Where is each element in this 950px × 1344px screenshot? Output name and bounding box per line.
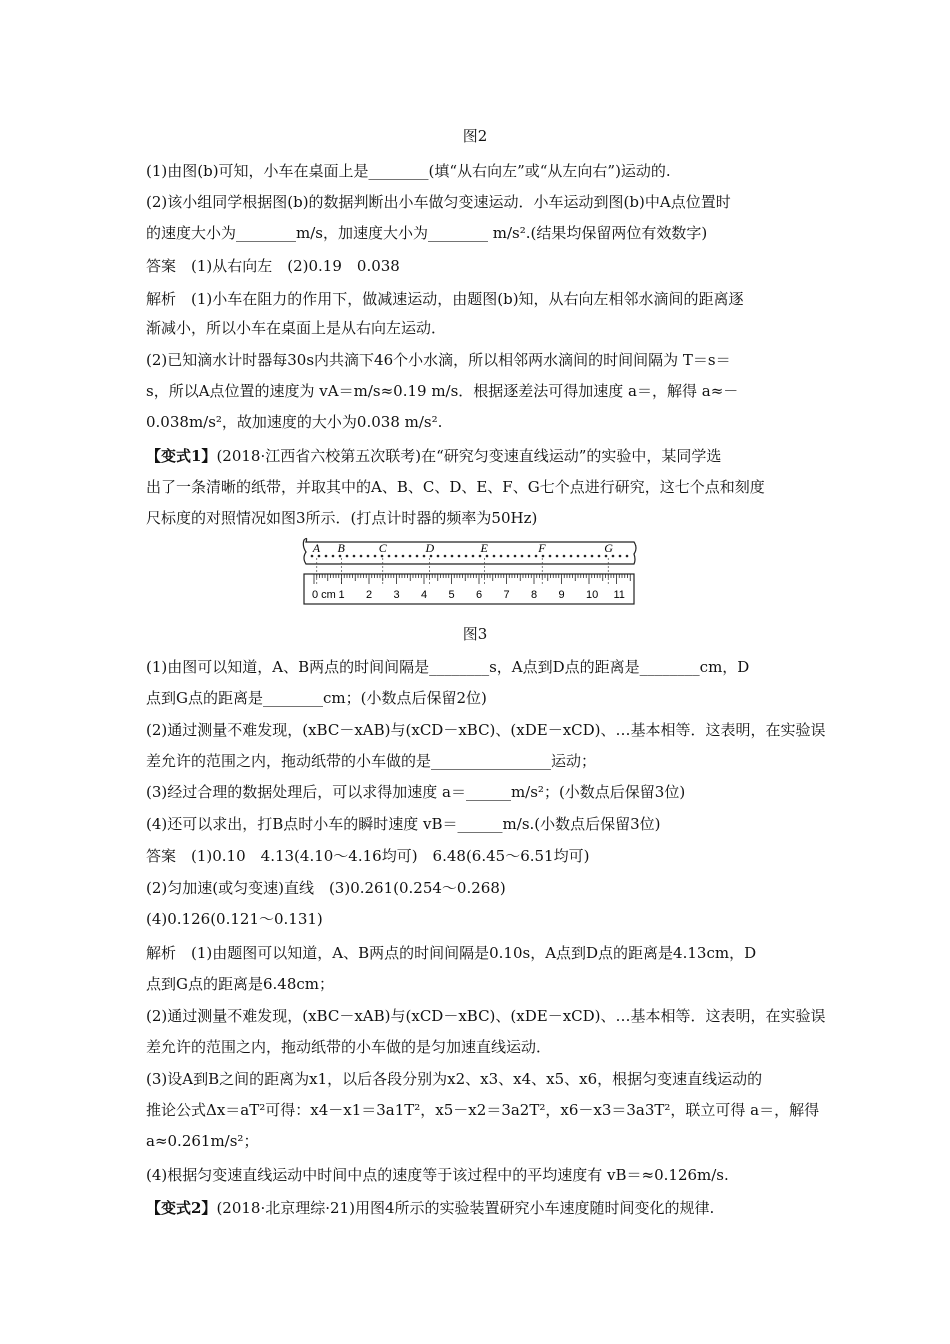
ruler-label: 4	[421, 589, 428, 601]
tape-dot	[563, 555, 566, 558]
variant-1-question-1-line-2: 点到G点的距离是________cm；(小数点后保留2位)	[146, 689, 487, 707]
solution-1-line-5: 0.038m/s²，故加速度的大小为0.038 m/s².	[146, 413, 443, 431]
tape-dot	[556, 555, 559, 558]
tape-dot	[528, 555, 531, 558]
tape-dot	[591, 555, 594, 558]
tape-dot	[409, 555, 412, 558]
tape-dot	[430, 555, 433, 558]
tape-dot	[521, 555, 524, 558]
ruler-label: 7	[503, 589, 510, 601]
solution-2-line-2: 点到G点的距离是6.48cm；	[146, 975, 335, 993]
tape-dot	[542, 555, 545, 558]
tape-dot	[360, 555, 363, 558]
tape-dot	[353, 555, 356, 558]
tape-dot	[472, 555, 475, 558]
variant-1-line-2: 出了一条清晰的纸带，并取其中的A、B、C、D、E、F、G七个点进行研究，这七个点和刻度	[146, 478, 765, 496]
figure-2-caption: 图2	[462, 127, 488, 145]
solution-2-line-1: 解析 (1)由题图可以知道，A、B两点的时间间隔是0.10s，A点到D点的距离是4.13cm，D	[146, 944, 757, 962]
tape-dot	[451, 555, 454, 558]
variant-1-question-2-line-2: 差允许的范围之内，拖动纸带的小车做的是________________运动；	[146, 752, 597, 770]
tape-point-label: B	[337, 541, 345, 555]
tape-dot	[549, 555, 552, 558]
tape-dot	[367, 555, 370, 558]
tape-dot	[535, 555, 538, 558]
solution-2-line-6: 推论公式Δx＝aT²可得：x4－x1＝3a1T²，x5－x2＝3a2T²，x6－x3＝3a3T²，联立可得 a＝，解得	[146, 1101, 820, 1119]
tape-dot	[626, 555, 629, 558]
question-2-line-1: (2)该小组同学根据图(b)的数据判断出小车做匀变速运动．小车运动到图(b)中A点位置时	[146, 193, 731, 211]
tape-point-label: G	[604, 541, 613, 555]
tape-dot	[374, 555, 377, 558]
answer-2-line-3: (4)0.126(0.121～0.131)	[146, 910, 323, 928]
solution-2-line-5: (3)设A到B之间的距离为x1，以后各段分别为x2、x3、x4、x5、x6，根据匀变速直线运动的	[146, 1070, 763, 1088]
tape-dot	[486, 555, 489, 558]
tape-dot	[444, 555, 447, 558]
variant-1-line-3: 尺标度的对照情况如图3所示．(打点计时器的频率为50Hz)	[146, 509, 538, 527]
variant-2-line-1: (2018·北京理综·21)用图4所示的实验装置研究小车速度随时间变化的规律.	[216, 1199, 715, 1217]
tape-dot	[346, 555, 349, 558]
ruler-label: 6	[476, 589, 483, 601]
tape-point-label: A	[312, 541, 321, 555]
variant-1-question-1-line-1: (1)由图可以知道，A、B两点的时间间隔是________s，A点到D点的距离是________cm，D	[146, 658, 750, 676]
solution-2-line-8: (4)根据匀变速直线运动中时间中点的速度等于该过程中的平均速度有 vB＝≈0.126m/s.	[146, 1166, 729, 1184]
solution-1-line-3: (2)已知滴水计时器每30s内共滴下46个小水滴，所以相邻两水滴间的时间间隔为 T＝s＝	[146, 351, 731, 369]
variant-1-question-4: (4)还可以求出，打B点时小车的瞬时速度 vB＝______m/s.(小数点后保留3位)	[146, 815, 661, 833]
ruler-label: 9	[558, 589, 565, 601]
ruler-label: 5	[448, 589, 455, 601]
tape-dot	[507, 555, 510, 558]
solution-1-line-4: s，所以A点位置的速度为 vA＝m/s≈0.19 m/s．根据逐差法可得加速度 a＝，解得 a≈－	[146, 382, 739, 400]
solution-2-line-3: (2)通过测量不难发现，(xBC－xAB)与(xCD－xBC)、(xDE－xCD)、…基本相等．这表明，在实验误	[146, 1007, 826, 1025]
tape-dot	[465, 555, 468, 558]
tape-dot	[584, 555, 587, 558]
tape-dot	[500, 555, 503, 558]
variant-1-tag: 【变式1】	[146, 447, 217, 465]
tape-dot	[619, 555, 622, 558]
tape-dot	[437, 555, 440, 558]
tape-dot	[514, 555, 517, 558]
tape-dot	[339, 555, 342, 558]
answer-2-line-1: 答案 (1)0.10 4.13(4.10～4.16均可) 6.48(6.45～6.51均可)	[146, 847, 590, 865]
tape-dot	[577, 555, 580, 558]
tape-dot	[318, 555, 321, 558]
ruler-label: 1	[338, 589, 345, 601]
tape-dot	[458, 555, 461, 558]
tape-point-label: C	[378, 541, 387, 555]
tape-dot	[388, 555, 391, 558]
tape-dot	[493, 555, 496, 558]
tape-dot	[311, 555, 314, 558]
solution-2-line-7: a≈0.261m/s²；	[146, 1132, 259, 1150]
tape-dot	[332, 555, 335, 558]
solution-1-line-1: 解析 (1)小车在阻力的作用下，做减速运动，由题图(b)知，从右向左相邻水滴间的距离逐	[146, 290, 744, 308]
tape-point-label: E	[480, 541, 488, 555]
ruler-label: 3	[393, 589, 400, 601]
ruler-label: 2	[366, 589, 373, 601]
variant-1-line-1: (2018·江西省六校第五次联考)在“研究匀变速直线运动”的实验中，某同学选	[216, 447, 722, 465]
tape-dot	[479, 555, 482, 558]
paper-tape-ruler-figure	[300, 532, 640, 612]
tape-dot	[402, 555, 405, 558]
tape-dot	[605, 555, 608, 558]
tape-dot	[598, 555, 601, 558]
figure-3-caption: 图3	[462, 625, 488, 643]
tape-dot	[381, 555, 384, 558]
tape-dot	[325, 555, 328, 558]
tape-dot	[612, 555, 615, 558]
ruler-label: 10	[586, 589, 599, 601]
tape-point-label: F	[538, 541, 546, 555]
tape-dot	[570, 555, 573, 558]
variant-2-tag: 【变式2】	[146, 1199, 217, 1217]
tape-dot	[423, 555, 426, 558]
solution-2-line-4: 差允许的范围之内，拖动纸带的小车做的是匀加速直线运动．	[146, 1038, 552, 1056]
ruler-label: 11	[613, 589, 625, 601]
solution-1-line-2: 渐减小，所以小车在桌面上是从右向左运动．	[146, 319, 447, 337]
tape-point-label: D	[425, 541, 435, 555]
tape-dot	[395, 555, 398, 558]
answer-2-line-2: (2)匀加速(或匀变速)直线 (3)0.261(0.254～0.268)	[146, 879, 506, 897]
ruler-label: 0 cm	[312, 589, 336, 601]
question-2-line-2: 的速度大小为________m/s，加速度大小为________ m/s².(结果均保留两位有效数字)	[146, 224, 708, 242]
variant-1-question-2-line-1: (2)通过测量不难发现，(xBC－xAB)与(xCD－xBC)、(xDE－xCD)、…基本相等．这表明，在实验误	[146, 721, 826, 739]
variant-1-question-3: (3)经过合理的数据处理后，可以求得加速度 a＝______m/s²；(小数点后保留3位)	[146, 783, 686, 801]
ruler-label: 8	[531, 589, 538, 601]
tape-dot	[416, 555, 419, 558]
question-1: (1)由图(b)可知，小车在桌面上是________(填“从右向左”或“从左向右”)运动的.	[146, 162, 671, 180]
answer-1: 答案 (1)从右向左 (2)0.19 0.038	[146, 257, 400, 275]
